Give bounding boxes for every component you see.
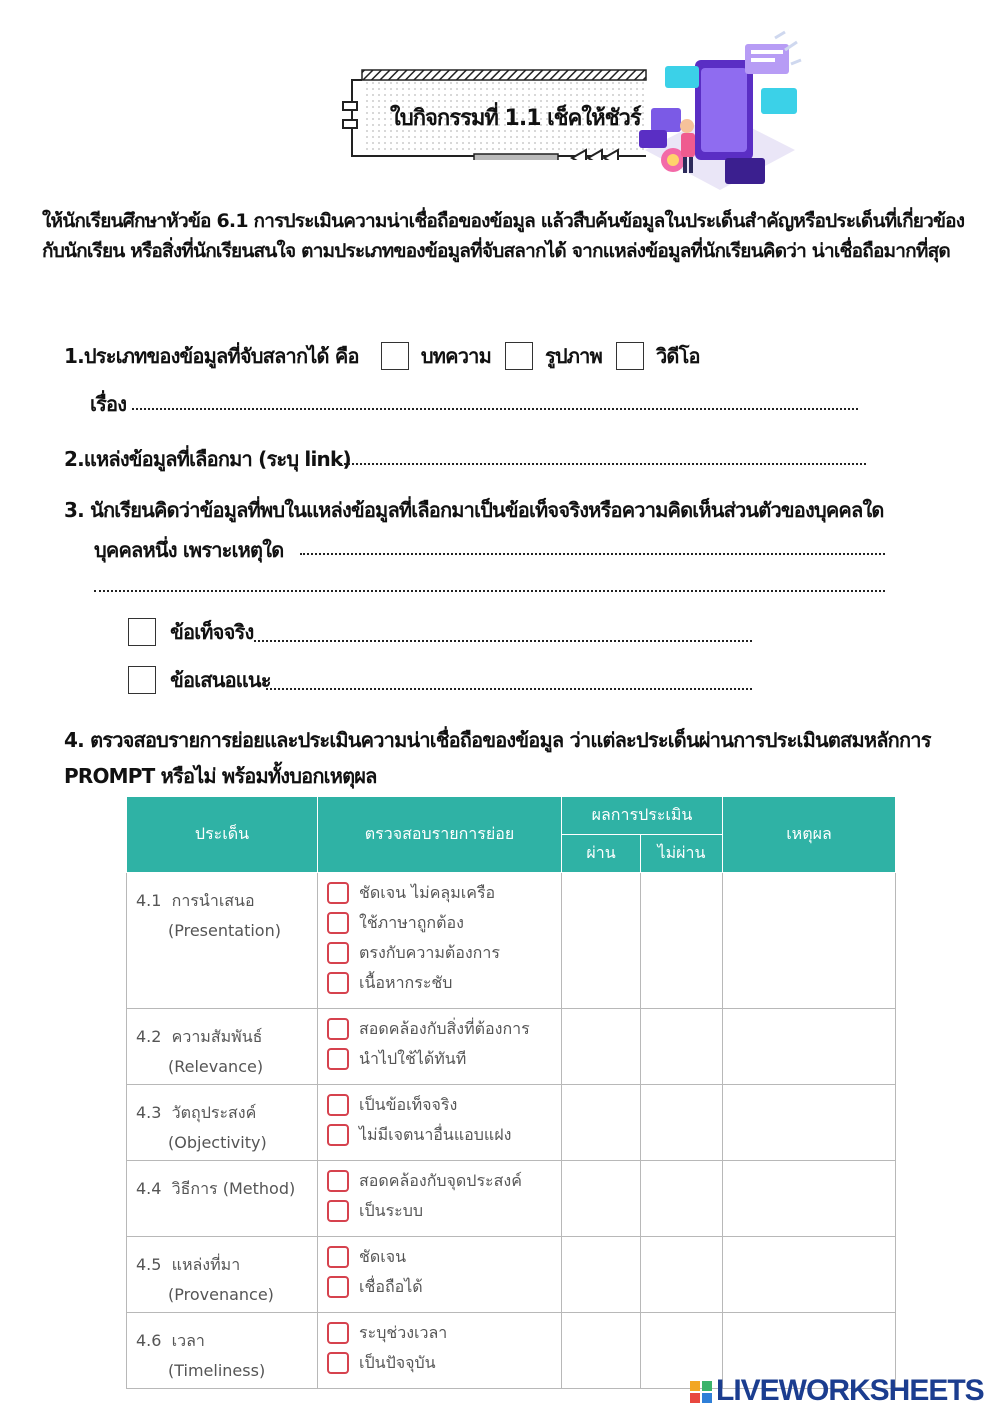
checklist-checkbox[interactable] bbox=[327, 942, 349, 964]
checklist-checkbox[interactable] bbox=[327, 1018, 349, 1040]
pass-cell[interactable] bbox=[562, 1313, 641, 1389]
topic-answer-line[interactable] bbox=[132, 408, 858, 410]
question-4-line-1: 4. ตรวจสอบรายการย่อยและประเมินความน่าเชื่อถือของข้อมูล ว่าแต่ละประเด็นผ่านการประเมินตสมหลักการ bbox=[64, 728, 931, 752]
question-3-line-2: บุคคลหนึ่ง เพราะเหตุใด bbox=[94, 538, 284, 562]
checklist-checkbox[interactable] bbox=[327, 1352, 349, 1374]
row-number: 4.6 bbox=[136, 1331, 162, 1350]
suggestion-checkbox[interactable] bbox=[128, 666, 156, 694]
header-result: ผลการประเมิน bbox=[562, 797, 723, 835]
topic-label: เรื่อง bbox=[90, 392, 127, 416]
question-1 bbox=[64, 340, 714, 372]
topic-english: (Objectivity) bbox=[168, 1133, 267, 1152]
option-image-label: รูปภาพ bbox=[544, 344, 602, 368]
checklist-checkbox[interactable] bbox=[327, 972, 349, 994]
table-row bbox=[127, 1161, 896, 1237]
checklist-checkbox[interactable] bbox=[327, 1246, 349, 1268]
liveworksheets-logo bbox=[690, 1374, 984, 1408]
fail-cell[interactable] bbox=[641, 1009, 723, 1085]
liveworksheets-badge-icon bbox=[690, 1381, 712, 1403]
reason-answer-line-1[interactable] bbox=[300, 553, 885, 555]
fail-cell[interactable] bbox=[641, 873, 723, 1009]
pass-cell[interactable] bbox=[562, 1009, 641, 1085]
question-3-line-1: 3. นักเรียนคิดว่าข้อมูลที่พบในแหล่งข้อมูลที่เลือกมาเป็นข้อเท็จจริงหรือความคิดเห็นส่วนตัวของบุคคลใด bbox=[64, 498, 884, 522]
pass-cell[interactable] bbox=[562, 873, 641, 1009]
topic-cell bbox=[127, 1237, 318, 1313]
checklist-checkbox[interactable] bbox=[327, 1170, 349, 1192]
checklist-checkbox[interactable] bbox=[327, 1048, 349, 1070]
row-number: 4.1 bbox=[136, 891, 162, 910]
topic-english: (Presentation) bbox=[168, 921, 281, 940]
topic-thai: แหล่งที่มา bbox=[171, 1255, 241, 1274]
video-checkbox[interactable] bbox=[616, 342, 644, 370]
pass-cell[interactable] bbox=[562, 1085, 641, 1161]
topic-cell bbox=[127, 1009, 318, 1085]
checklist-checkbox[interactable] bbox=[327, 1276, 349, 1298]
checklist-cell bbox=[318, 873, 562, 1009]
reason-cell[interactable] bbox=[723, 1085, 896, 1161]
checklist-checkbox[interactable] bbox=[327, 882, 349, 904]
header-reason: เหตุผล bbox=[723, 797, 896, 873]
topic-thai: ความสัมพันธ์ bbox=[171, 1027, 263, 1046]
checklist-cell bbox=[318, 1009, 562, 1085]
reason-cell[interactable] bbox=[723, 1237, 896, 1313]
checklist-item: ใช้ภาษาถูกต้อง bbox=[359, 912, 464, 932]
fail-cell[interactable] bbox=[641, 1085, 723, 1161]
technology-illustration bbox=[625, 30, 810, 208]
checklist-item: ระบุช่วงเวลา bbox=[359, 1322, 448, 1342]
topic-english: (Relevance) bbox=[168, 1057, 264, 1076]
page-title: ใบกิจกรรมที่ 1.1 เช็คให้ชัวร์ bbox=[390, 106, 641, 131]
suggestion-choice bbox=[128, 664, 285, 696]
topic-cell bbox=[127, 1161, 318, 1237]
topic-thai: วิธีการ (Method) bbox=[171, 1179, 296, 1198]
checklist-item: เป็นระบบ bbox=[359, 1200, 424, 1220]
checklist-item: ชัดเจน ไม่คลุมเครือ bbox=[359, 882, 496, 902]
instructions-paragraph: ให้นักเรียนศึกษาหัวข้อ 6.1 การประเมินความน่าเชื่อถือของข้อมูล แล้วสืบค้นข้อมูลในประเด็นสำคัญหรือประเด็นที่เกี่ยวข้องกับนักเรียน หรือสิ่งที่นักเรียนสนใจ ตามประเภทของข้อมูลที่จับสลากได้ จากแหล่งข้อมูลที่นักเรียนคิดว่า น่าเชื่อถือมากที่สุด bbox=[42, 210, 965, 262]
fact-answer-line[interactable] bbox=[254, 640, 752, 642]
prompt-evaluation-table bbox=[126, 796, 896, 1389]
row-number: 4.4 bbox=[136, 1179, 162, 1198]
checklist-item: เนื้อหากระชับ bbox=[359, 972, 453, 992]
table-row bbox=[127, 873, 896, 1009]
header-pass: ผ่าน bbox=[562, 835, 641, 873]
topic-cell bbox=[127, 1313, 318, 1389]
checklist-checkbox[interactable] bbox=[327, 912, 349, 934]
suggestion-label: ข้อเสนอแนะ bbox=[170, 668, 271, 692]
checklist-item: ไม่มีเจตนาอื่นแอบแฝง bbox=[359, 1124, 512, 1144]
checklist-item: นำไปใช้ได้ทันที bbox=[359, 1048, 467, 1068]
reason-cell[interactable] bbox=[723, 1009, 896, 1085]
checklist-checkbox[interactable] bbox=[327, 1200, 349, 1222]
option-video-label: วิดีโอ bbox=[656, 344, 700, 368]
header-fail: ไม่ผ่าน bbox=[641, 835, 723, 873]
option-article-label: บทความ bbox=[420, 344, 491, 368]
checklist-cell bbox=[318, 1161, 562, 1237]
topic-thai: เวลา bbox=[171, 1331, 205, 1350]
fact-choice bbox=[128, 616, 267, 648]
header-checklist: ตรวจสอบรายการย่อย bbox=[318, 797, 562, 873]
topic-english: (Timeliness) bbox=[168, 1361, 266, 1380]
checklist-item: เป็นปัจจุบัน bbox=[359, 1352, 436, 1372]
checklist-checkbox[interactable] bbox=[327, 1322, 349, 1344]
checklist-item: ชัดเจน bbox=[359, 1246, 407, 1266]
topic-cell bbox=[127, 873, 318, 1009]
checklist-checkbox[interactable] bbox=[327, 1124, 349, 1146]
source-link-answer-line[interactable] bbox=[340, 463, 866, 465]
suggestion-answer-line[interactable] bbox=[266, 688, 752, 690]
checklist-item: เป็นข้อเท็จจริง bbox=[359, 1094, 458, 1114]
checklist-cell bbox=[318, 1237, 562, 1313]
question-2-label: 2.แหล่งข้อมูลที่เลือกมา (ระบุ link) bbox=[64, 447, 351, 471]
checklist-item: สอดคล้องกับสิ่งที่ต้องการ bbox=[359, 1018, 530, 1038]
pass-cell[interactable] bbox=[562, 1237, 641, 1313]
row-number: 4.3 bbox=[136, 1103, 162, 1122]
pass-cell[interactable] bbox=[562, 1161, 641, 1237]
liveworksheets-wordmark: LIVEWORKSHEETS bbox=[716, 1374, 984, 1407]
table-row bbox=[127, 1237, 896, 1313]
reason-cell[interactable] bbox=[723, 1161, 896, 1237]
checklist-item: เชื่อถือได้ bbox=[359, 1276, 423, 1296]
article-checkbox[interactable] bbox=[381, 342, 409, 370]
image-checkbox[interactable] bbox=[505, 342, 533, 370]
row-number: 4.2 bbox=[136, 1027, 162, 1046]
topic-thai: การนำเสนอ bbox=[171, 891, 255, 910]
question-4-line-2: PROMPT หรือไม่ พร้อมทั้งบอกเหตุผล bbox=[64, 764, 377, 788]
reason-cell[interactable] bbox=[723, 873, 896, 1009]
fail-cell[interactable] bbox=[641, 1161, 723, 1237]
table-row bbox=[127, 1085, 896, 1161]
table-row bbox=[127, 1009, 896, 1085]
fact-checkbox[interactable] bbox=[128, 618, 156, 646]
fail-cell[interactable] bbox=[641, 1237, 723, 1313]
topic-thai: วัตถุประสงค์ bbox=[171, 1103, 257, 1122]
row-number: 4.5 bbox=[136, 1255, 162, 1274]
checklist-item: สอดคล้องกับจุดประสงค์ bbox=[359, 1170, 522, 1190]
checklist-cell bbox=[318, 1085, 562, 1161]
reason-answer-line-2[interactable] bbox=[94, 590, 885, 592]
topic-cell bbox=[127, 1085, 318, 1161]
fact-label: ข้อเท็จจริง bbox=[170, 620, 254, 644]
checklist-item: ตรงกับความต้องการ bbox=[359, 942, 500, 962]
question-1-label: 1.ประเภทของข้อมูลที่จับสลากได้ คือ bbox=[64, 344, 359, 368]
checklist-checkbox[interactable] bbox=[327, 1094, 349, 1116]
header-topic: ประเด็น bbox=[127, 797, 318, 873]
checklist-cell bbox=[318, 1313, 562, 1389]
topic-english: (Provenance) bbox=[168, 1285, 274, 1304]
